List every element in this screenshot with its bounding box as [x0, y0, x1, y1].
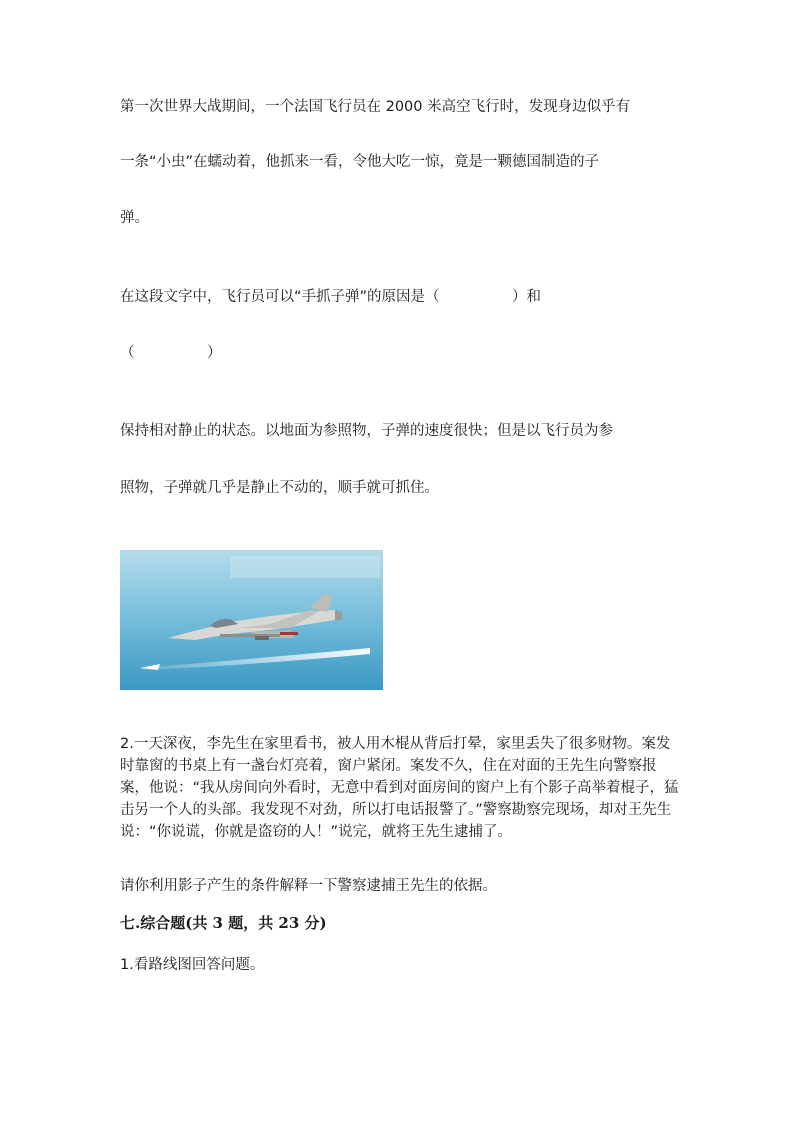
answer-line-1: 保持相对静止的状态。以地面为参照物，子弹的速度很快；但是以飞行员为参 — [120, 423, 613, 439]
question-line-1: 在这段文字中，飞行员可以“手抓子弹”的原因是（ ）和 — [120, 289, 542, 305]
fighter-jet-photo — [120, 550, 383, 690]
passage-line-3: 弹。 — [120, 210, 149, 226]
section-7-heading: 七.综合题(共 3 题，共 23 分) — [120, 914, 327, 932]
question-2-text: 2.一天深夜，李先生在家里看书，被人用木棍从背后打晕，家里丢失了很多财物。案发时靠窗的书桌上有一盏台灯亮着，窗户紧闭。案发不久，住在对面的王先生向警察报案，他说：“我从房间向外看时，无意中看到对面房间的窗户上有个影子高举着棍子，猛击另一个人的头部。我发现不对劲，所以打电话报警了。”警察勘察完现场，却对王先生说：“你说谎，你就是盗窃的人！”说完，就将王先生逮捕了。 — [120, 736, 679, 840]
question-line-2: （ ） — [120, 345, 222, 361]
passage-line-2: 一条“小虫”在蠕动着，他抓来一看，令他大吃一惊，竟是一颗德国制造的子 — [120, 154, 600, 170]
question-2-prompt: 请你利用影子产生的条件解释一下警察逮捕王先生的依据。 — [120, 878, 497, 894]
section-7-question-1: 1.看路线图回答问题。 — [120, 957, 265, 973]
fighter-jet-image — [120, 550, 383, 690]
passage-line-1: 第一次世界大战期间，一个法国飞行员在 2000 米高空飞行时，发现身边似乎有 — [120, 99, 631, 115]
question-2-story — [120, 733, 680, 843]
answer-line-2: 照物，子弹就几乎是静止不动的，顺手就可抓住。 — [120, 480, 439, 496]
